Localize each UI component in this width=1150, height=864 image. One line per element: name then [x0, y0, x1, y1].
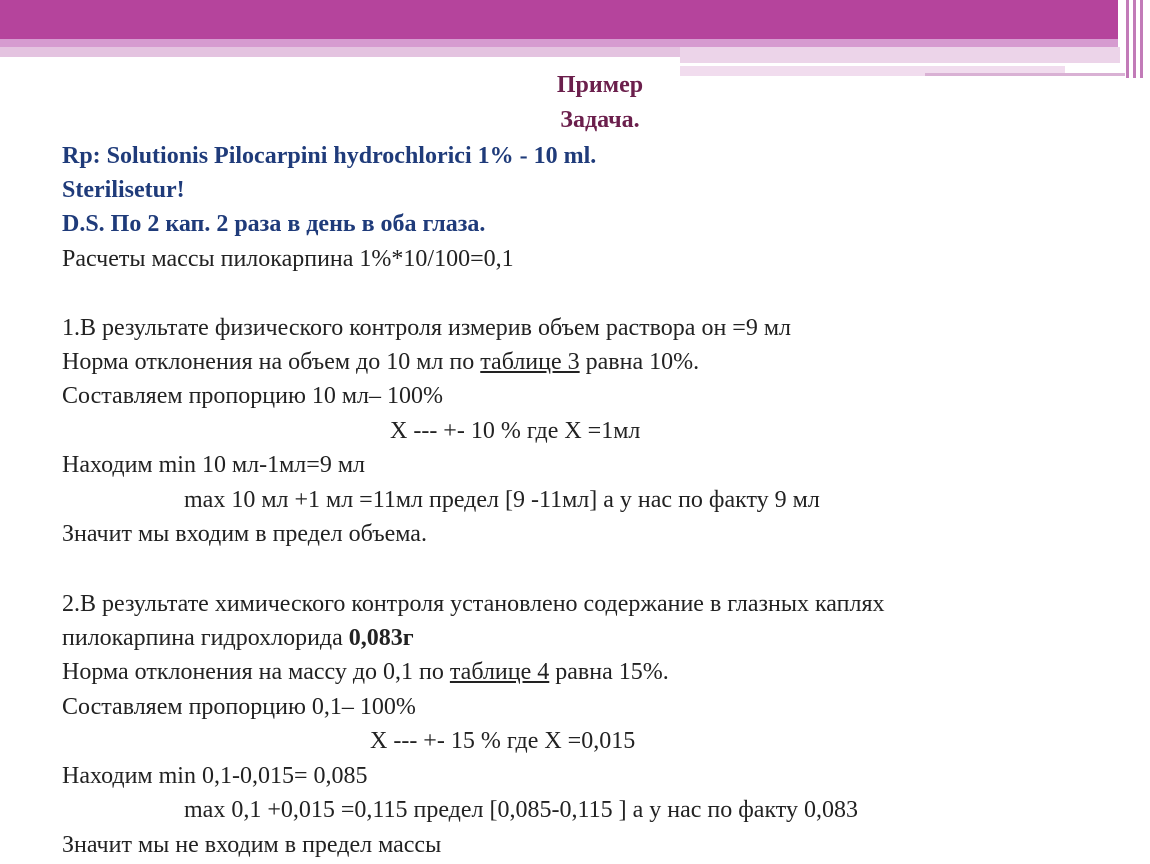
recipe-rp: Rp: Solutionis Pilocarpini hydrochlorici 1% - 10 ml.: [62, 143, 597, 169]
part2-line2: [62, 624, 414, 652]
part1-line4: Х --- +- 10 % где Х =1мл: [390, 418, 641, 444]
part1-line5: Находим min 10 мл-1мл=9 мл: [62, 452, 365, 478]
part2-line6: Находим min 0,1-0,015= 0,085: [62, 763, 368, 789]
calc-line: Расчеты массы пилокарпина 1%*10/100=0,1: [62, 246, 514, 272]
part1-line2: [62, 348, 699, 376]
part1-line2-text: Норма отклонения на объем до 10 мл по: [62, 349, 481, 375]
part2-line3: [62, 658, 669, 686]
header-band-thin: [0, 39, 1118, 47]
part2-line3-text: Норма отклонения на массу до 0,1 по: [62, 659, 450, 685]
header-band-light: [0, 47, 680, 57]
part1-line1: 1.В результате физического контроля измерив объем раствора он =9 мл: [62, 315, 791, 341]
table4-link: таблице 4: [449, 659, 550, 685]
header-band: [0, 0, 1118, 39]
part2-line1: 2.В результате химического контроля установлено содержание в глазных каплях: [62, 591, 885, 617]
part2-line3-tail: равна 15%.: [549, 659, 669, 685]
part2-line2-text: пилокарпина гидрохлорида: [62, 625, 349, 651]
header-vertical-stripe: [1126, 0, 1129, 78]
header-band-accent-line: [925, 73, 1125, 76]
recipe-ds: D.S. По 2 кап. 2 раза в день в оба глаза.: [62, 211, 486, 237]
page-subtitle: Задача.: [560, 107, 640, 133]
part1-line7: Значит мы входим в предел объема.: [62, 521, 427, 547]
header-vertical-stripe: [1133, 0, 1136, 78]
part2-line7: max 0,1 +0,015 =0,115 предел [0,085-0,115 ] а у нас по факту 0,083: [184, 797, 858, 823]
recipe-sterilisetur: Sterilisetur!: [62, 177, 185, 203]
page-title: Пример: [556, 72, 644, 98]
part1-line6: max 10 мл +1 мл =11мл предел [9 -11мл] а у нас по факту 9 мл: [184, 487, 820, 513]
part2-line5: Х --- +- 15 % где Х =0,015: [370, 728, 636, 754]
part1-line2-tail: равна 10%.: [579, 349, 700, 375]
measured-mass: 0,083г: [348, 625, 414, 651]
part2-line4: Составляем пропорцию 0,1– 100%: [62, 694, 416, 720]
table3-link: таблице 3: [480, 349, 580, 375]
part2-line8: Значит мы не входим в предел массы: [62, 832, 442, 858]
header-band-light-right: [680, 47, 1120, 63]
part1-line3: Составляем пропорцию 10 мл– 100%: [62, 383, 444, 409]
header-vertical-stripe: [1140, 0, 1143, 78]
